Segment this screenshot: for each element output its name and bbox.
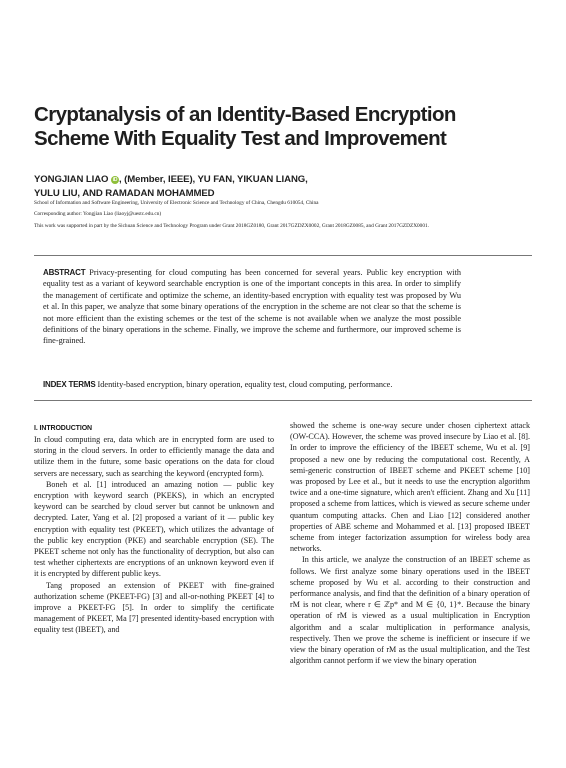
author-line2: YULU LIU, AND RAMADAN MOHAMMED [34,187,215,199]
paragraph: In cloud computing era, data which are in encrypted form are used to storing in the cloud servers. In order to efficiently manage the data and utilize them in the future, some basic operations on the data for cloud servers are necessary, such as searching the keyword (encrypted form). [34,435,274,478]
body-column-left [34,424,274,636]
section-heading: I. INTRODUCTION [34,425,92,432]
index-terms [43,379,503,390]
paragraph: In this article, we analyze the construction of an IBEET scheme as follows. We first analyze some binary operations used in the IBEET scheme proposed by Wu et al. according to their construction and performance analysis, and find that the definition of a binary operation of rM is not clear, where r ∈ ℤp* and M ∈ {0, 1}*. Because the binary operation of rM is viewed as a usual multiplication in Encryption algorithm and a scalar multiplication in performance analysis, respectively. Then we prove the scheme is inefficient or insecure if we view the binary operation of rM as the usual multiplication, and the Test algorithm cannot perform if we view the binary operation [290,555,530,666]
index-terms-label: INDEX TERMS [43,380,96,389]
author-line1-rest: , (Member, IEEE), YU FAN, YIKUAN LIANG, [118,174,308,185]
body-column-right [290,420,530,666]
author-line1-name: YONGJIAN LIAO [34,174,109,185]
divider-bottom [34,400,532,401]
abstract [43,267,461,347]
divider-top [34,255,532,256]
paragraph: showed the scheme is one-way secure under chosen ciphertext attack (OW-CCA). However, the scheme was proved insecure by Liao et al. [8]. In order to improve the efficiency of the IBEET scheme, Wu et al. [9] proposed a new one by reducing the computational cost. Recently, A semi-generic construction of IBEET scheme and PKEET scheme [10] was proposed by Lee et al., but it needs to use the encryption algorithm twice and a one-time signature, which aren't efficient. Zhang and Xu [11] proposed a scheme from lattices, which is viewed as secure scheme under quantum computing attacks. Chen and Liao [12] considered another properties of ABE scheme and Mohammed et al. [13] proposed IBEET scheme from integer factorization assumption for wireless body area networks. [290,421,530,554]
corresponding-author: Corresponding author: Yongjian Liao (liaoyj@uestc.edu.cn) [34,211,162,217]
orcid-icon[interactable]: iD [112,177,118,183]
paper-title: Cryptanalysis of an Identity-Based Encryption Scheme With Equality Test and Improvement [34,103,456,150]
author-list [34,173,454,200]
paragraph: Boneh et al. [1] introduced an amazing notion — public key encryption with keyword search (PKEKS), in which an encrypted keyword can be searched by cloud server but cannot be unknown and decrypted. Later, Yang et al. [2] proposed a variant of it — public key encryption with equality test (PKEET), which utilizes the advantage of the public key encryption (PKE) and searchable encryption (SE). The PKEET scheme not only has the functionality of decryption, but also can test whether ciphertexts are encryptions of an unknown keyword even if it is encrypted by different public keys. [34,479,274,579]
abstract-text: Privacy-presenting for cloud computing has been concerned for several years. Public key encryption with equality test as a variant of keyword searchable encryption is one of the important concepts in this area. In order to simplify the management of certificate and optimize the scheme, an identity-based encryption with equality test was proposed by Wu et al. In this paper, we analyze that some binary operations of the encryption in the scheme are not clear so that the scheme is not more efficient than the existing schemes or the test of the scheme is not available when we analyze the most possible definitions of the binary operations in the scheme. Finally, we improve the scheme and furthermore, our improved scheme is fine-grained. [43,268,461,346]
affiliation: School of Information and Software Engineering, University of Electronic Science and Technology of China, Chengdu 610054, China [34,200,319,206]
paragraph: Tang proposed an extension of PKEET with fine-grained authorization scheme (PKEET-FG) [3] and all-or-nothing PKEET [4] to improve a PKEET-FG [5]. In order to simplify the certificate management of PKEET, Ma [7] presented identity-based encryption with equality test (IBEET), and [34,580,274,635]
funding-note: This work was supported in part by the Sichuan Science and Technology Program under Grant 2018GZ0180, Grant 2017GZDZX0002, Grant 2018GZ0085, and Grant 2017GZDZX0001. [34,223,429,229]
abstract-label: ABSTRACT [43,268,86,277]
index-terms-text: Identity-based encryption, binary operation, equality test, cloud computing, performance. [97,380,393,389]
